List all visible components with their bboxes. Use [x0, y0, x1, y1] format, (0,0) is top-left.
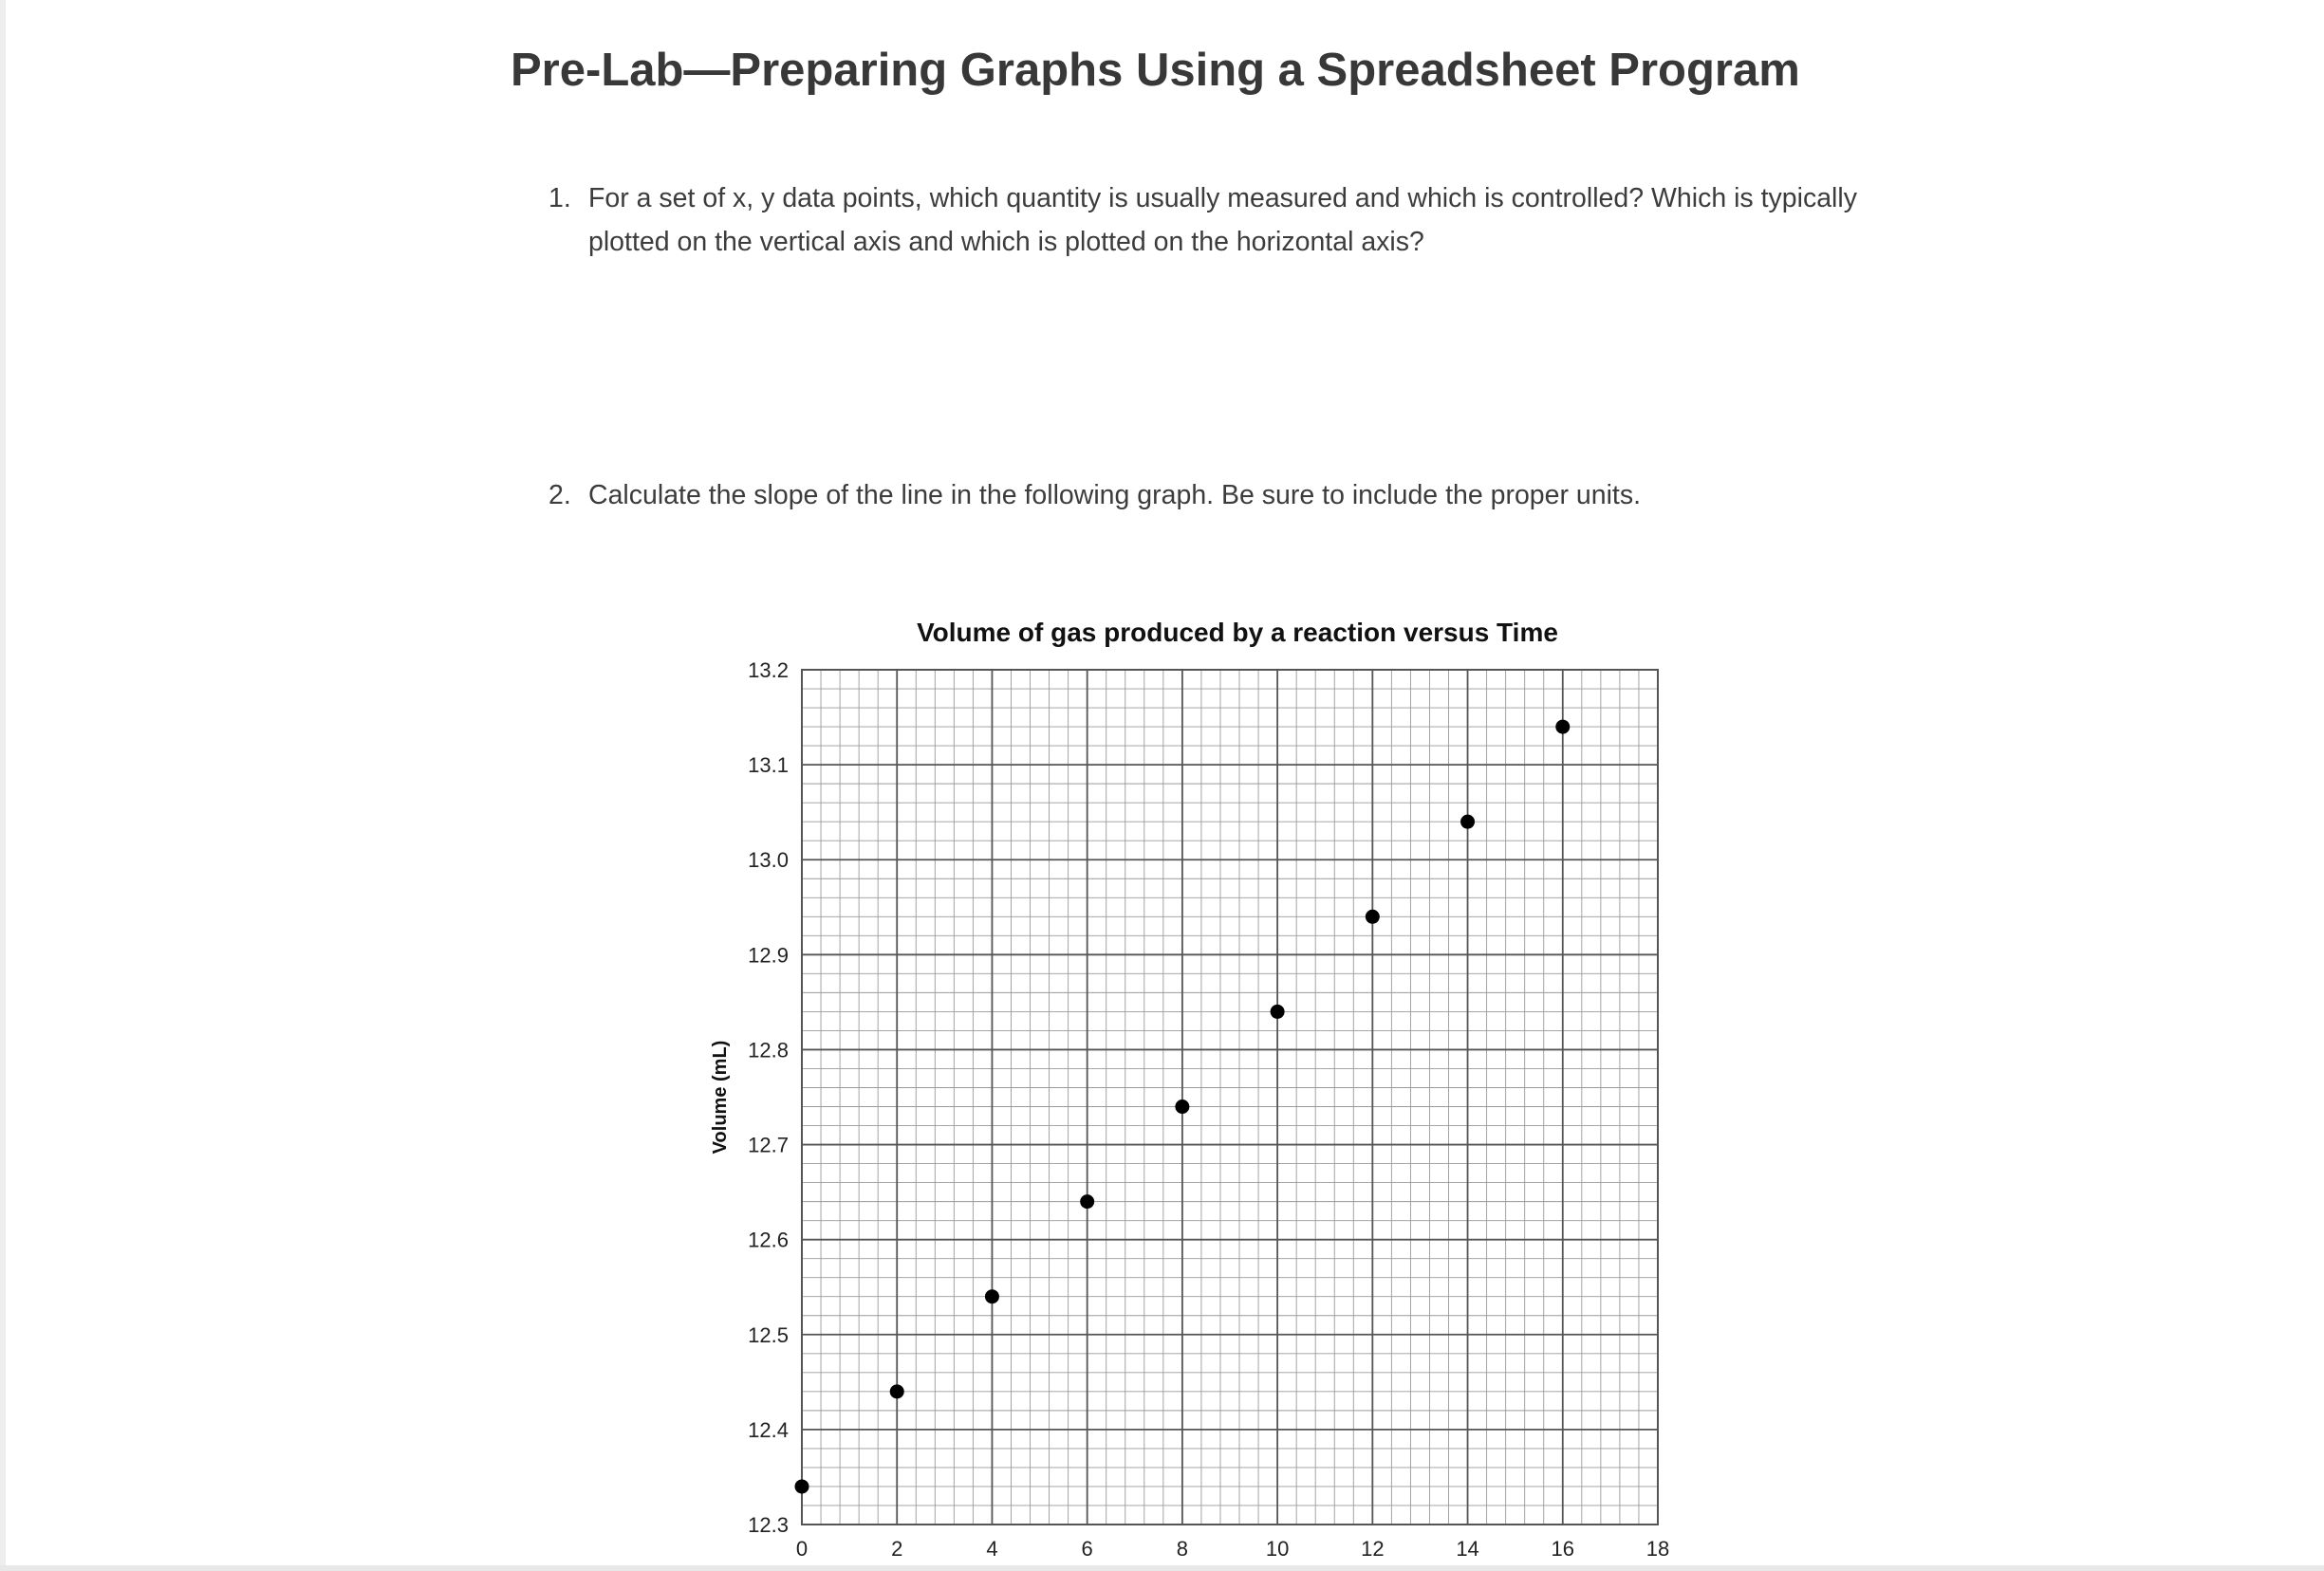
- x-tick-label: 16: [1551, 1537, 1575, 1561]
- y-tick-label: 13.0: [748, 848, 789, 873]
- question-1-number: 1.: [548, 183, 571, 213]
- x-tick-label: 2: [891, 1537, 903, 1561]
- x-tick-label: 6: [1081, 1537, 1093, 1561]
- data-point: [890, 1384, 904, 1398]
- data-point: [985, 1289, 999, 1303]
- x-tick-label: 4: [986, 1537, 998, 1561]
- data-point: [1271, 1005, 1285, 1019]
- y-tick-labels: [748, 658, 789, 1537]
- data-point: [1366, 910, 1380, 924]
- data-point: [1460, 815, 1475, 829]
- x-tick-label: 8: [1176, 1537, 1189, 1561]
- data-point: [1555, 720, 1570, 734]
- x-tick-label: 0: [795, 1537, 809, 1561]
- y-tick-label: 12.4: [748, 1417, 789, 1442]
- x-tick-label: 18: [1645, 1537, 1670, 1561]
- y-tick-label: 12.7: [748, 1133, 789, 1157]
- y-axis-label: Volume (mL): [710, 1040, 731, 1155]
- question-1-text: For a set of x, y data points, which quantity is usually measured and which is controlled? Which is typically plotted on the vertical axis and which is plotted on the horizontal axis?: [588, 183, 1857, 257]
- x-tick-label: 12: [1361, 1537, 1385, 1561]
- question-2-number: 2.: [548, 480, 571, 510]
- x-tick-label: 14: [1456, 1537, 1479, 1561]
- y-tick-label: 12.6: [748, 1228, 789, 1252]
- data-point: [1175, 1100, 1189, 1114]
- x-tick-labels: [796, 1537, 1669, 1561]
- data-point: [1080, 1194, 1094, 1209]
- page-title: Pre-Lab—Preparing Graphs Using a Spreadsheet Program: [511, 45, 1800, 96]
- y-tick-label: 12.8: [748, 1038, 789, 1063]
- y-tick-label: 12.5: [748, 1322, 789, 1347]
- x-tick-label: 10: [1265, 1537, 1290, 1561]
- y-tick-label: 12.3: [748, 1513, 789, 1537]
- grid-major: [802, 670, 1658, 1525]
- y-tick-label: 13.2: [748, 658, 789, 682]
- chart-title: Volume of gas produced by a reaction versus Time: [917, 618, 1558, 647]
- question-2-text: Calculate the slope of the line in the following graph. Be sure to include the proper units.: [588, 480, 1642, 510]
- plot-frame: [802, 670, 1658, 1525]
- grid-minor: [802, 670, 1658, 1525]
- data-point: [795, 1479, 809, 1493]
- y-tick-label: 12.9: [748, 943, 789, 968]
- y-tick-label: 13.1: [748, 753, 789, 778]
